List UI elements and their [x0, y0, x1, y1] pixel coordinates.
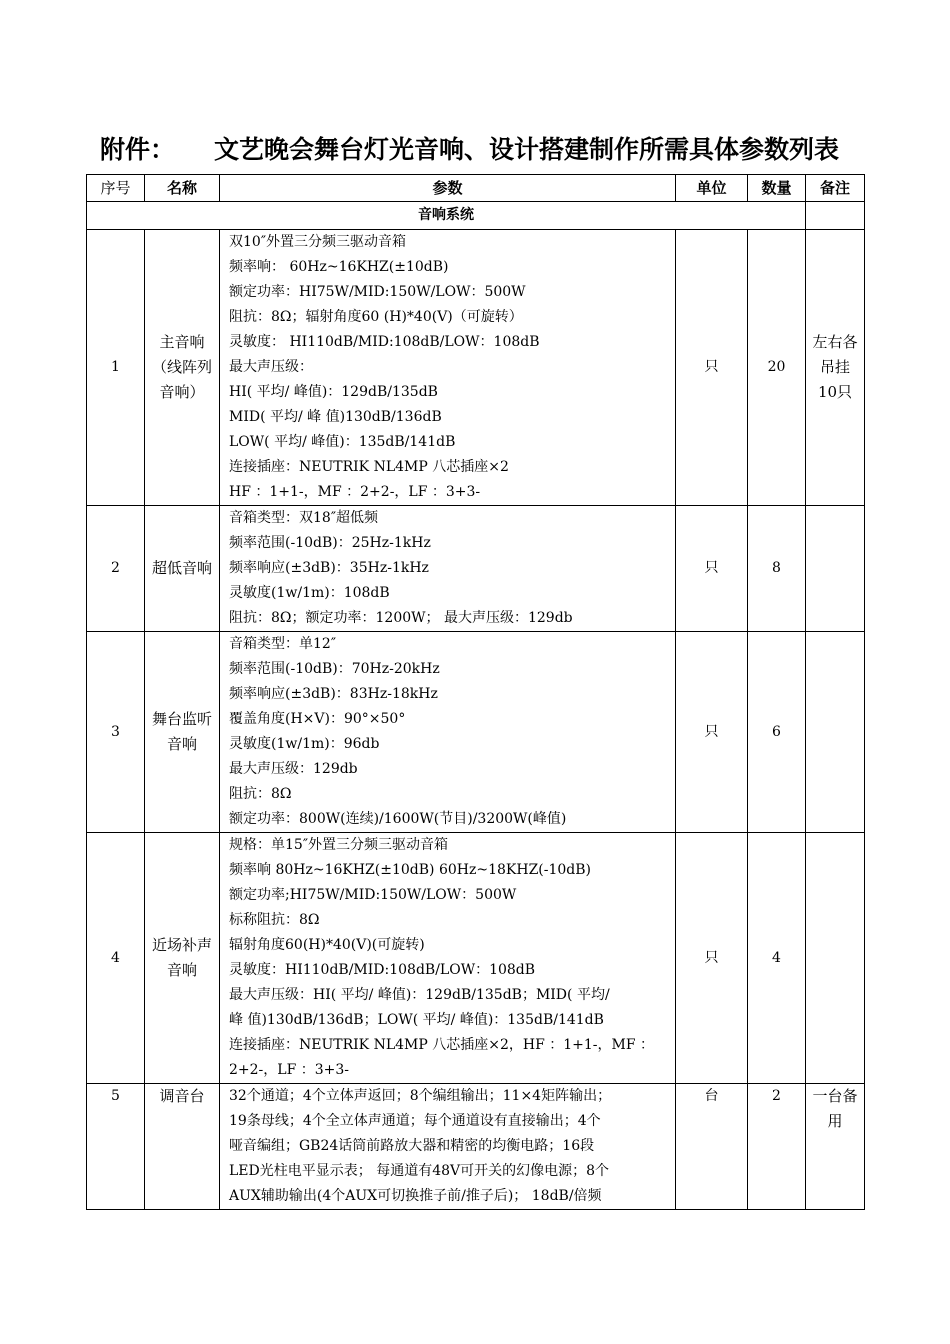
row-unit: 只: [676, 506, 748, 632]
row-params: [220, 632, 676, 833]
row-note: [806, 632, 865, 833]
param-line: 连接插座：NEUTRIK NL4MP 八芯插座×2: [229, 459, 509, 475]
param-line: 峰 值)130dB/136dB；LOW( 平均/ 峰值)：135dB/141dB: [229, 1012, 604, 1028]
title-lead: 附件：: [100, 135, 176, 164]
row-params: [220, 833, 676, 1084]
row-params: [220, 1084, 676, 1210]
row-name: 舞台监听音响: [145, 632, 220, 833]
row-params: [220, 506, 676, 632]
row-seq: 5: [87, 1084, 145, 1210]
header-unit: 单位: [676, 175, 748, 202]
row-seq: 1: [87, 230, 145, 506]
row-seq: 2: [87, 506, 145, 632]
param-line: 灵敏度： HI110dB/MID:108dB/LOW：108dB: [229, 334, 540, 350]
param-line: 频率范围(-10dB)：70Hz-20kHz: [229, 661, 440, 677]
row-unit: 只: [676, 833, 748, 1084]
row-seq: 3: [87, 632, 145, 833]
row-seq: 4: [87, 833, 145, 1084]
param-line: 频率响： 60Hz~16KHZ(±10dB): [229, 259, 449, 275]
row-qty: 20: [748, 230, 806, 506]
table-row: [87, 632, 865, 833]
title-main: 文艺晚会舞台灯光音响、设计搭建制作所需具体参数列表: [214, 135, 840, 164]
table-row: [87, 833, 865, 1084]
param-line: 阻抗：8Ω；额定功率：1200W； 最大声压级：129db: [229, 610, 573, 626]
param-line: 频率范围(-10dB)：25Hz-1kHz: [229, 535, 431, 551]
row-unit: 台: [676, 1084, 748, 1210]
param-line: 哑音编组；GB24话筒前路放大器和精密的均衡电路；16段: [229, 1138, 595, 1154]
document-title: [100, 131, 880, 169]
param-line: 频率响 80Hz~16KHZ(±10dB) 60Hz~18KHZ(-10dB): [229, 862, 592, 878]
row-params: [220, 230, 676, 506]
param-line: 灵敏度(1w/1m)：108dB: [229, 585, 390, 601]
header-qty: 数量: [748, 175, 806, 202]
row-note: [806, 506, 865, 632]
section-row: [87, 202, 865, 230]
param-line: LED光柱电平显示表； 每通道有48V可开关的幻像电源；8个: [229, 1163, 610, 1179]
param-line: 双10″外置三分频三驱动音箱: [229, 234, 407, 250]
row-qty: 6: [748, 632, 806, 833]
row-name: 超低音响: [145, 506, 220, 632]
param-line: HF ：1+1-，MF ：2+2-，LF ：3+3-: [229, 484, 481, 500]
param-line: 19条母线；4个全立体声通道；每个通道设有直接输出；4个: [229, 1113, 601, 1129]
row-qty: 8: [748, 506, 806, 632]
section-title: 音响系统: [87, 202, 806, 230]
table-row: [87, 506, 865, 632]
row-note: [806, 833, 865, 1084]
table-row: [87, 230, 865, 506]
row-qty: 2: [748, 1084, 806, 1210]
param-line: 连接插座：NEUTRIK NL4MP 八芯插座×2，HF ：1+1-，MF ：: [229, 1037, 655, 1053]
param-line: 灵敏度(1w/1m)：96db: [229, 736, 380, 752]
row-note: 左右各吊挂10只: [806, 230, 865, 506]
param-line: 音箱类型：双18″超低频: [229, 510, 379, 526]
param-line: MID( 平均/ 峰 值)130dB/136dB: [229, 409, 442, 425]
row-name: 调音台: [145, 1084, 220, 1210]
header-row: [87, 175, 865, 202]
row-unit: 只: [676, 632, 748, 833]
param-line: 辐射角度60(H)*40(V)(可旋转): [229, 937, 425, 953]
row-note: 一台备用: [806, 1084, 865, 1210]
param-line: 覆盖角度(H×V)：90°×50°: [229, 711, 406, 727]
param-line: 标称阻抗：8Ω: [229, 912, 320, 928]
param-line: 频率响应(±3dB)：35Hz-1kHz: [229, 560, 429, 576]
param-line: AUX辅助输出(4个AUX可切换推子前/推子后)； 18dB/倍频: [229, 1188, 602, 1204]
param-line: 最大声压级：: [229, 359, 313, 375]
param-line: 阻抗：8Ω；辐射角度60 (H)*40(V)（可旋转）: [229, 309, 523, 325]
table-row: [87, 1084, 865, 1210]
row-unit: 只: [676, 230, 748, 506]
param-line: 阻抗：8Ω: [229, 786, 292, 802]
header-params: 参数: [220, 175, 676, 202]
param-line: 32个通道；4个立体声返回；8个编组输出；11×4矩阵输出；: [229, 1088, 612, 1104]
header-seq: 序号: [87, 175, 145, 202]
param-line: 频率响应(±3dB)：83Hz-18kHz: [229, 686, 438, 702]
parameter-table: [86, 174, 865, 1210]
section-blank: [806, 202, 865, 230]
param-line: 灵敏度：HI110dB/MID:108dB/LOW：108dB: [229, 962, 536, 978]
param-line: HI( 平均/ 峰值)：129dB/135dB: [229, 384, 438, 400]
param-line: 额定功率;HI75W/MID:150W/LOW：500W: [229, 887, 517, 903]
param-line: 2+2-，LF ：3+3-: [229, 1062, 350, 1078]
header-note: 备注: [806, 175, 865, 202]
param-line: LOW( 平均/ 峰值)：135dB/141dB: [229, 434, 456, 450]
param-line: 额定功率：HI75W/MID:150W/LOW：500W: [229, 284, 526, 300]
param-line: 音箱类型：单12″: [229, 636, 337, 652]
param-line: 最大声压级：129db: [229, 761, 358, 777]
param-line: 规格：单15″外置三分频三驱动音箱: [229, 837, 449, 853]
row-name: 主音响（线阵列音响）: [145, 230, 220, 506]
row-qty: 4: [748, 833, 806, 1084]
param-line: 最大声压级：HI( 平均/ 峰值)：129dB/135dB；MID( 平均/: [229, 987, 610, 1003]
header-name: 名称: [145, 175, 220, 202]
row-name: 近场补声音响: [145, 833, 220, 1084]
param-line: 额定功率：800W(连续)/1600W(节目)/3200W(峰值): [229, 811, 567, 827]
